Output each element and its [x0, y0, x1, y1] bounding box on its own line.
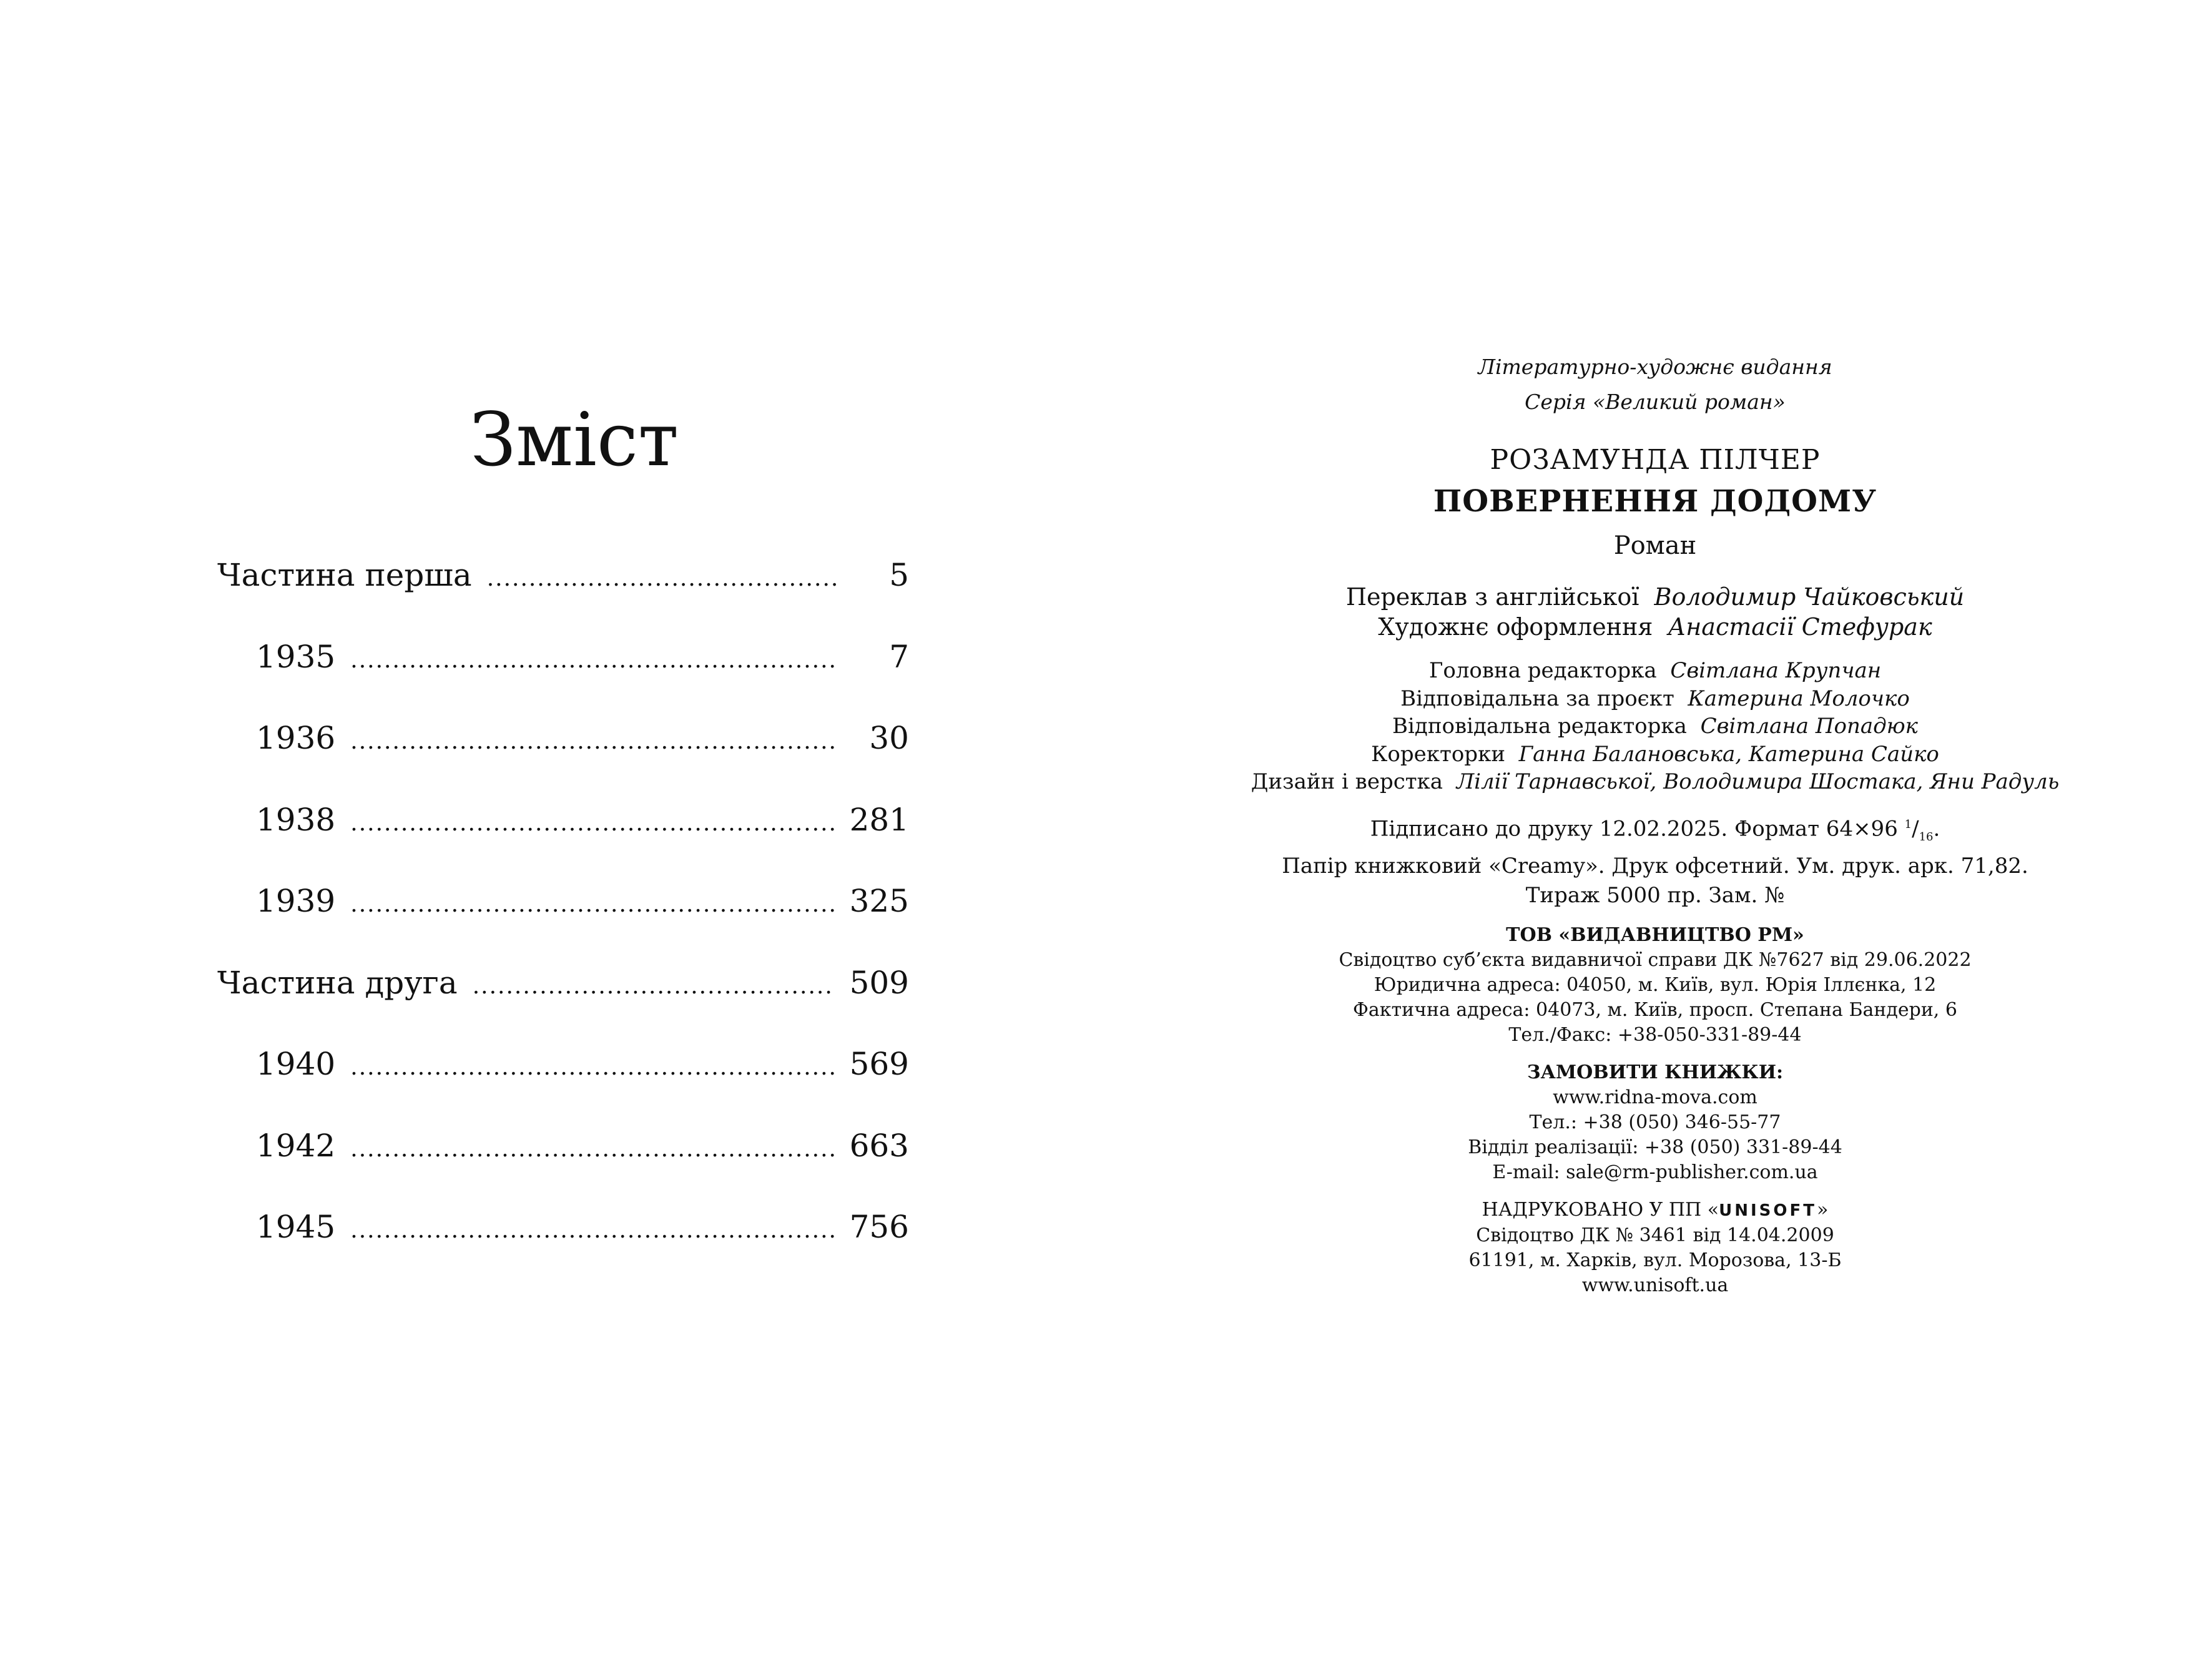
staff-credit — [1106, 741, 2205, 769]
toc-dot-leader — [350, 1209, 834, 1253]
series: Серія «Великий роман» — [1525, 390, 1786, 414]
printer-prefix: НАДРУКОВАНО У ПП « — [1482, 1198, 1719, 1221]
orders-heading: ЗАМОВИТИ КНИЖКИ: — [1526, 1061, 1784, 1083]
orders-website: www.ridna-mova.com — [1553, 1086, 1757, 1108]
toc-dot-leader — [350, 639, 839, 682]
toc-entry — [217, 961, 909, 1043]
credit-role: Переклав з англійської — [1345, 583, 1639, 611]
publisher-actual-address: Фактична адреса: 04073, м. Київ, просп. Степана Бандери, 6 — [1353, 998, 1957, 1021]
format-denominator: 16 — [1919, 830, 1934, 844]
toc-entry-page: 30 — [869, 720, 909, 756]
toc-entry-label: 1938 — [256, 801, 336, 838]
staff-credit — [1106, 768, 2205, 796]
printer-certificate: Свідоцтво ДК № 3461 від 14.04.2009 — [1476, 1224, 1834, 1246]
credit-role: Відповідальна за проєкт — [1400, 686, 1674, 711]
toc-entry-label: 1935 — [256, 638, 336, 675]
toc-entry-page: 7 — [889, 638, 909, 675]
credit-name: Світлана Попадюк — [1700, 714, 1918, 739]
print-signed: Підписано до друку 12.02.2025. Формат 64×96 $^1/_{16}$. — [1370, 815, 1940, 844]
toc-title: Зміст — [469, 396, 679, 483]
credit-name: Світлана Крупчан — [1670, 658, 1882, 683]
book-title: ПОВЕРНЕННЯ ДОДОМУ — [1433, 484, 1877, 519]
toc-dot-leader — [350, 883, 834, 927]
orders-phone: Тел.: +38 (050) 346-55-77 — [1529, 1111, 1781, 1133]
toc-entry — [217, 635, 909, 717]
credit-name: Анастасії Стефурак — [1668, 613, 1932, 641]
publisher-certificate: Свідоцтво суб’єкта видавничої справи ДК №7627 від 29.06.2022 — [1339, 948, 1972, 971]
orders-email: E-mail: sale@rm-publisher.com.ua — [1492, 1161, 1818, 1183]
imprint-block — [1106, 350, 2205, 1298]
credit-name: Володимир Чайковський — [1654, 583, 1965, 611]
toc-entry-label: 1939 — [256, 883, 336, 919]
imprint-page — [1106, 0, 2212, 1659]
format-numerator: 1 — [1904, 817, 1912, 831]
toc-entry — [217, 1205, 909, 1287]
toc-entry — [217, 553, 909, 635]
toc-entry-page: 325 — [849, 883, 909, 919]
toc-entry-page: 663 — [849, 1127, 909, 1164]
printer-address: 61191, м. Харків, вул. Морозова, 13-Б — [1468, 1249, 1842, 1271]
staff-credit — [1106, 712, 2205, 741]
credit-name: Лілії Тарнавської, Володимира Шостака, Яни Радуль — [1456, 769, 2060, 794]
toc-entry-label: 1940 — [256, 1046, 336, 1082]
credit-role: Відповідальна редакторка — [1392, 714, 1687, 739]
toc-dot-leader — [350, 802, 834, 845]
edition-type: Літературно-художнє видання — [1478, 355, 1832, 379]
toc-entry-page: 509 — [849, 964, 909, 1001]
toc-entry-label: 1936 — [256, 720, 336, 756]
credit-role: Художнє оформлення — [1378, 613, 1653, 641]
toc-dot-leader — [350, 720, 839, 764]
toc-list — [217, 553, 909, 1287]
publisher-phone: Тел./Факс: +38-050-331-89-44 — [1508, 1023, 1802, 1046]
toc-entry-label: Частина друга — [217, 964, 458, 1001]
format-end: . — [1933, 815, 1940, 841]
staff-credit — [1106, 657, 2205, 685]
toc-entry — [217, 1042, 909, 1124]
printer-brand: UNISOFT — [1719, 1201, 1817, 1220]
credit-role: Головна редакторка — [1428, 658, 1657, 683]
translation-credit — [1106, 582, 2205, 612]
toc-entry-label: Частина перша — [217, 557, 472, 593]
toc-entry-label: 1945 — [256, 1209, 336, 1245]
toc-entry — [217, 1124, 909, 1206]
toc-dot-leader — [487, 557, 839, 601]
staff-credit — [1106, 685, 2205, 713]
publisher-legal-address: Юридична адреса: 04050, м. Київ, вул. Юрія Іллєнка, 12 — [1374, 973, 1937, 996]
toc-entry — [217, 716, 909, 798]
toc-entry — [217, 798, 909, 880]
printer-website: www.unisoft.ua — [1581, 1274, 1729, 1296]
credit-name: Катерина Молочко — [1688, 686, 1910, 711]
toc-dot-leader — [350, 1046, 834, 1090]
toc-entry-page: 756 — [849, 1209, 909, 1245]
book-genre: Роман — [1613, 531, 1697, 560]
print-paper: Папір книжковий «Creamy». Друк офсетний. Ум. друк. арк. 71,82. — [1282, 853, 2028, 879]
print-signed-text: Підписано до друку 12.02.2025. Формат 64×96 — [1370, 815, 1898, 841]
toc-entry-page: 5 — [889, 557, 909, 593]
credit-name: Ганна Балановська, Катерина Сайко — [1518, 741, 1939, 767]
printer-line — [1106, 1198, 2205, 1223]
publisher-name: ТОВ «ВИДАВНИЦТВО РМ» — [1506, 923, 1804, 946]
toc-entry-page: 281 — [849, 801, 909, 838]
toc-entry — [217, 879, 909, 961]
credit-role: Коректорки — [1371, 741, 1505, 767]
art-design-credit — [1106, 612, 2205, 642]
print-run: Тираж 5000 пр. Зам. № — [1525, 882, 1785, 908]
author-name: РОЗАМУНДА ПІЛЧЕР — [1490, 444, 1821, 476]
toc-dot-leader — [350, 1128, 834, 1171]
toc-entry-label: 1942 — [256, 1127, 336, 1164]
toc-dot-leader — [473, 965, 835, 1008]
printer-suffix: » — [1816, 1198, 1829, 1221]
credit-role: Дизайн і верстка — [1251, 769, 1443, 794]
orders-sales: Відділ реалізації: +38 (050) 331-89-44 — [1468, 1136, 1842, 1158]
toc-entry-page: 569 — [849, 1046, 909, 1082]
